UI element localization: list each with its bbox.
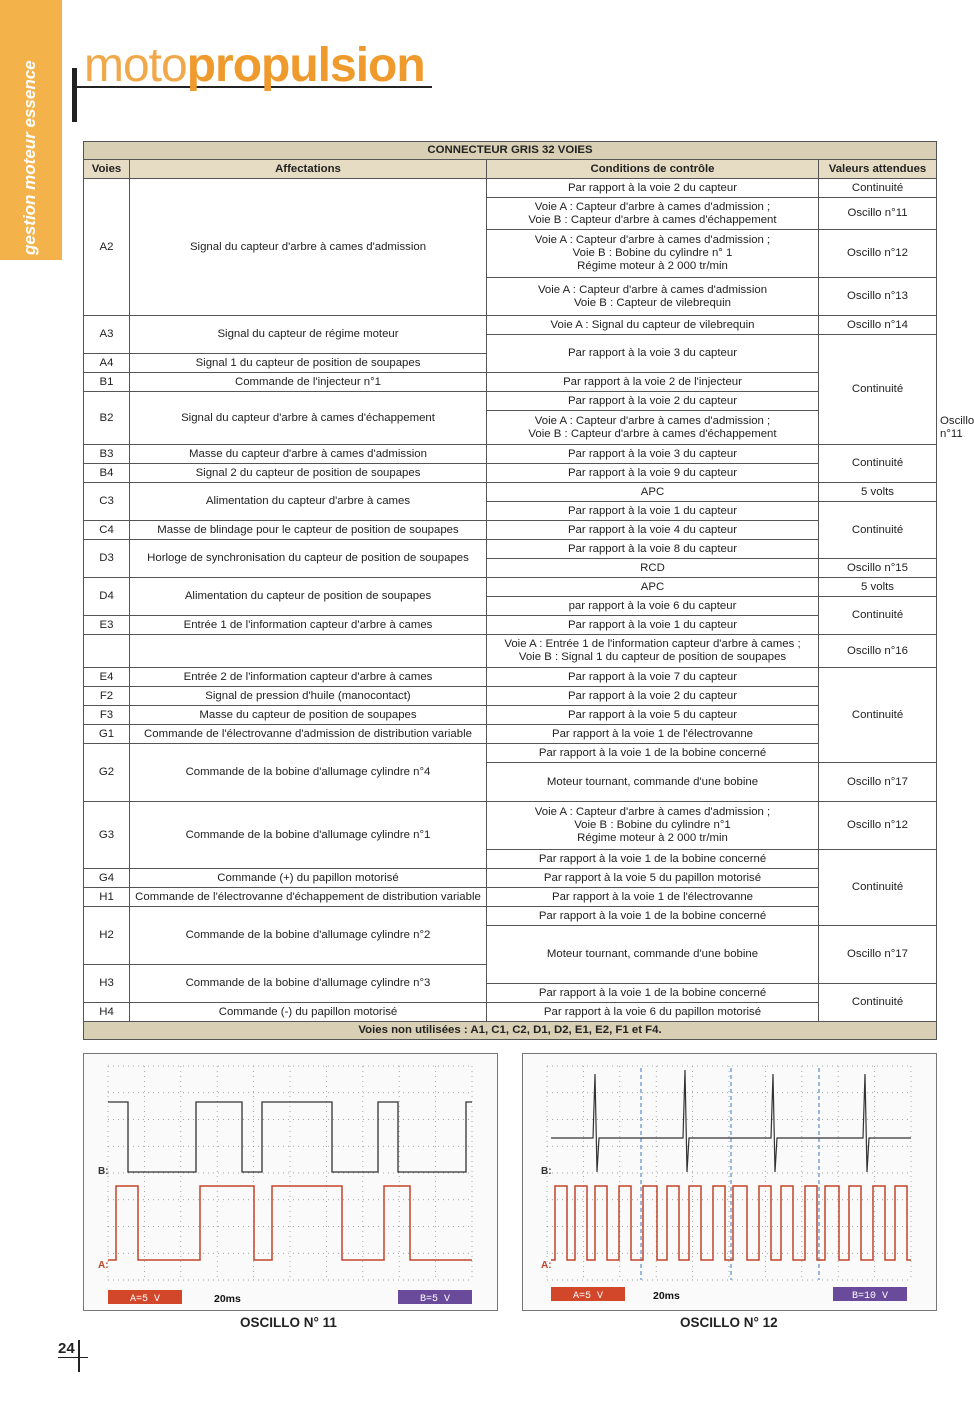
col-header-affectations: Affectations [130,160,487,179]
oscillo-12-label: OSCILLO N° 12 [680,1315,778,1330]
oscillo-11-time: 20ms [214,1293,241,1305]
page-number-bar [78,1340,80,1372]
section-label: gestion moteur essence [20,60,39,255]
condition-cell: Par rapport à la voie 3 du capteur [487,445,819,464]
affectation-cell: Signal de pression d'huile (manocontact) [130,687,487,706]
affectation-cell: Commande de la bobine d'allumage cylindre n°4 [130,744,487,802]
affectation-cell: Signal du capteur de régime moteur [130,316,487,354]
voie-cell: H1 [84,888,130,907]
valeur-cell: Continuité [819,850,937,926]
condition-cell: Moteur tournant, commande d'une bobine [487,926,819,984]
voie-cell: C4 [84,521,130,540]
valeur-cell: Oscillo n°12 [819,230,937,278]
voie-cell: D4 [84,578,130,616]
voie-cell: D3 [84,540,130,578]
valeur-cell: Oscillo n°13 [819,278,937,316]
affectation-cell: Commande de la bobine d'allumage cylindre n°3 [130,965,487,1003]
condition-cell: Voie A : Capteur d'arbre à cames d'admission ; Voie B : Bobine du cylindre n°1 Régime moteur à 2 000 tr/min [487,802,819,850]
condition-cell: Par rapport à la voie 5 du papillon motorisé [487,869,819,888]
valeur-cell: 5 volts [819,578,937,597]
condition-cell: Par rapport à la voie 1 du capteur [487,616,819,635]
voie-cell: B3 [84,445,130,464]
condition-cell: Par rapport à la voie 7 du capteur [487,668,819,687]
voie-cell: H3 [84,965,130,1003]
valeur-cell: Oscillo n°17 [819,763,937,802]
valeur-cell: Continuité [819,597,937,635]
affectation-cell: Entrée 1 de l'information capteur d'arbre à cames [130,616,487,635]
voie-cell: A2 [84,179,130,316]
voie-cell: H4 [84,1003,130,1022]
condition-cell: Voie A : Capteur d'arbre à cames d'admission ; Voie B : Bobine du cylindre n° 1 Régime moteur à 2 000 tr/min [487,230,819,278]
condition-cell: Voie A : Entrée 1 de l'information capteur d'arbre à cames ; Voie B : Signal 1 du capteur de position de soupapes [487,635,819,668]
condition-cell: Par rapport à la voie 3 du capteur [487,335,819,373]
title-light: moto [84,39,187,92]
valeur-cell: Oscillo n°14 [819,316,937,335]
affectation-cell: Commande (-) du papillon motorisé [130,1003,487,1022]
voie-cell: A4 [84,354,130,373]
oscillo-12-time: 20ms [653,1290,680,1302]
condition-cell: Par rapport à la voie 2 du capteur [487,179,819,198]
valeur-cell: Oscillo n°15 [819,559,937,578]
valeur-cell: Continuité [819,502,937,559]
condition-cell: Par rapport à la voie 1 du capteur [487,502,819,521]
oscillo-11-label: OSCILLO N° 11 [240,1315,337,1330]
condition-cell: Par rapport à la voie 6 du papillon motorisé [487,1003,819,1022]
voie-cell: G3 [84,802,130,869]
affectation-cell: Entrée 2 de l'information capteur d'arbre à cames [130,668,487,687]
voie-cell: B4 [84,464,130,483]
oscillo-12-chan-b: B=10 V [851,1291,889,1302]
affectation-cell: Masse de blindage pour le capteur de position de soupapes [130,521,487,540]
condition-cell: Voie A : Signal du capteur de vilebrequin [487,316,819,335]
oscillo-11-panel [83,1053,498,1311]
condition-cell: Par rapport à la voie 5 du capteur [487,706,819,725]
voie-cell-empty [84,635,130,668]
valeur-cell: Continuité [819,335,937,445]
oscillo-12-marker-a: A: [541,1260,552,1271]
affectation-cell-empty [130,635,487,668]
col-header-conditions: Conditions de contrôle [487,160,819,179]
affectation-cell: Commande de la bobine d'allumage cylindre n°1 [130,802,487,869]
condition-cell: Par rapport à la voie 1 de l'électrovanne [487,725,819,744]
condition-cell: APC [487,578,819,597]
col-header-voies: Voies [84,160,130,179]
condition-cell: Par rapport à la voie 2 du capteur [487,687,819,706]
affectation-cell: Masse du capteur de position de soupapes [130,706,487,725]
voie-cell: H2 [84,907,130,965]
col-header-valeurs: Valeurs attendues [819,160,937,179]
voie-cell: E3 [84,616,130,635]
oscillo-12-marker-b: B: [541,1166,552,1177]
page-title [84,38,425,94]
oscillo-11-chan-b: B=5 V [419,1294,451,1305]
condition-cell: Par rapport à la voie 1 de la bobine concerné [487,984,819,1003]
table-footer: Voies non utilisées : A1, C1, C2, D1, D2, E1, E2, F1 et F4. [84,1022,937,1040]
voie-cell: B1 [84,373,130,392]
condition-cell: Par rapport à la voie 1 de la bobine concerné [487,744,819,763]
affectation-cell: Horloge de synchronisation du capteur de position de soupapes [130,540,487,578]
condition-cell: RCD [487,559,819,578]
voie-cell: F2 [84,687,130,706]
oscillo-11-screen [84,1054,497,1310]
oscillo-11-grid [108,1066,472,1280]
condition-cell: APC [487,483,819,502]
voie-cell: F3 [84,706,130,725]
affectation-cell: Signal du capteur d'arbre à cames d'admission [130,179,487,316]
affectation-cell: Commande de l'électrovanne d'échappement de distribution variable [130,888,487,907]
voie-cell: G1 [84,725,130,744]
condition-cell: Moteur tournant, commande d'une bobine [487,763,819,802]
valeur-cell: Oscillo n°11 [819,198,937,230]
affectation-cell: Alimentation du capteur de position de soupapes [130,578,487,616]
condition-cell: Par rapport à la voie 2 du capteur [487,392,819,411]
condition-cell: Par rapport à la voie 9 du capteur [487,464,819,483]
oscillo-11-marker-b: B: [98,1166,109,1177]
page-number: 24 [58,1340,75,1357]
valeur-cell: Oscillo n°12 [819,802,937,850]
connector-table: CONNECTEUR GRIS 32 VOIES Voies Affectations Conditions de contrôle Valeurs attendues A2 Signal du capteur d'arbre à cames d'admission Par rapport à la voie 2 du capteur Continuité Voie A : Capteur d'arbre à cames d'admission ; Voie B : Capteur d'arbre à cames d'échappement Oscillo n°11 Voie A : Capteur d'arbre à cames d'admission ; Voie B : Bobine du cylindre n° 1 Régime moteur à 2 000 tr/min Oscillo n°12 Voie A : Capteur d'arbre à cames d'admission Voie B : Capteur de vilebrequin Oscillo n°13 A3 Signal du capteur de régime moteur Voie A : Signal du capteur de vilebrequin Oscillo n°14 Par rapport à la voie 3 du capteur Continuité A4 Signal 1 du capteur de position de soupapes B1 Commande de l'injecteur n°1 Par rapport à la voie 2 de l'injecteur B2 Signal du capteur d'arbre à cames d'échappement Par rapport à la voie 2 du capteur Voie A : Capteur d'arbre à cames d'admission ; Voie B : Capteur d'arbre à cames d'échappement Oscillo n°11 B3 Masse du capteur d'arbre à cames d'admission Par rapport à la voie 3 du capteur Continuité B4 Signal 2 du capteur de position de soupapes Par rapport à la voie 9 du capteur C3 Alimentation du capteur d'arbre à cames APC 5 volts Par rapport à la voie 1 du capteur Continuité C4 Masse de blindage pour le capteur de position de soupapes Par rapport à la voie 4 du capteur D3 Horloge de synchronisation du capteur de position de soupapes Par rapport à la voie 8 du capteur RCD Oscillo n°15 D4 Alimentation du capteur de position de soupapes APC 5 volts par rapport à la voie 6 du capteur Continuité E3 Entrée 1 de l'information capteur d'arbre à cames Par rapport à la voie 1 du capteur Voie A : Entrée 1 de l'information capteur d'arbre à cames ; Voie B : Signal 1 du capteur de position de soupapes Oscillo n°16 E4 Entrée 2 de l'information capteur d'arbre à cames Par rapport à la voie 7 du capteur Continuité F2 Signal de pression d'huile (manocontact) Par rapport à la voie 2 du capteur F3 Masse du capteur de position de soupapes Par rapport à la voie 5 du capteur G1 Commande de l'électrovanne d'admission de distribution variable Par rapport à la voie 1 de l'électrovanne G2 Commande de la bobine d'allumage cylindre n°4 Par rapport à la voie 1 de la bobine concerné Moteur tournant, commande d'une bobine Oscillo n°17 G3 Commande de la bobine d'allumage cylindre n°1 Voie A : Capteur d'arbre à cames d'admission ; Voie B : Bobine du cylindre n°1 Régime moteur à 2 000 tr/min Oscillo n°12 Par rapport à la voie 1 de la bobine concerné Continuité G4 Commande (+) du papillon motorisé Par rapport à la voie 5 du papillon motorisé H1 Commande de l'électrovanne d'échappement de distribution variable Par rapport à la voie 1 de l'électrovanne H2 Commande de la bobine d'allumage cylindre n°2 Par rapport à la voie 1 de la bobine concerné Moteur tournant, commande d'une bobine Oscillo n°17 H3 Commande de la bobine d'allumage cylindre n°3 Par rapport à la voie 1 de la bobine concerné Continuité H4 Commande (-) du papillon motorisé Par rapport à la voie 6 du papillon motorisé Voies non utilisées : A1, C1, C2, D1, D2, E1, E2, F1 et F4. [83,141,937,1040]
voie-cell: C3 [84,483,130,521]
oscillo-12-chan-a: A=5 V [572,1291,604,1302]
table-title: CONNECTEUR GRIS 32 VOIES [84,142,937,160]
affectation-cell: Signal 1 du capteur de position de soupapes [130,354,487,373]
affectation-cell: Signal du capteur d'arbre à cames d'échappement [130,392,487,445]
condition-cell: Par rapport à la voie 1 de l'électrovanne [487,888,819,907]
valeur-cell: Continuité [819,179,937,198]
affectation-cell: Commande (+) du papillon motorisé [130,869,487,888]
condition-cell: Par rapport à la voie 4 du capteur [487,521,819,540]
condition-cell: Par rapport à la voie 1 de la bobine concerné [487,850,819,869]
valeur-cell: Continuité [819,984,937,1022]
condition-cell: Par rapport à la voie 8 du capteur [487,540,819,559]
affectation-cell: Masse du capteur d'arbre à cames d'admission [130,445,487,464]
condition-cell: Voie A : Capteur d'arbre à cames d'admission Voie B : Capteur de vilebrequin [487,278,819,316]
condition-cell: Par rapport à la voie 2 de l'injecteur [487,373,819,392]
affectation-cell: Commande de l'injecteur n°1 [130,373,487,392]
oscillo-12-panel [522,1053,937,1311]
condition-cell: par rapport à la voie 6 du capteur [487,597,819,616]
valeur-cell: Continuité [819,445,937,483]
valeur-cell: Oscillo n°16 [819,635,937,668]
valeur-cell: Continuité [819,668,937,763]
voie-cell: G4 [84,869,130,888]
condition-cell: Par rapport à la voie 1 de la bobine concerné [487,907,819,926]
oscillo-11-chan-a: A=5 V [129,1294,161,1305]
oscillo-11-trace-a [108,1186,472,1260]
oscillo-12-screen [523,1054,936,1310]
affectation-cell: Alimentation du capteur d'arbre à cames [130,483,487,521]
affectation-cell: Signal 2 du capteur de position de soupapes [130,464,487,483]
voie-cell: A3 [84,316,130,354]
voie-cell: B2 [84,392,130,445]
condition-cell: Voie A : Capteur d'arbre à cames d'admission ; Voie B : Capteur d'arbre à cames d'échappement [487,198,819,230]
voie-cell: E4 [84,668,130,687]
affectation-cell: Commande de la bobine d'allumage cylindre n°2 [130,907,487,965]
voie-cell: G2 [84,744,130,802]
page-number-rule [58,1357,88,1358]
title-bar [72,68,77,122]
valeur-cell: Oscillo n°17 [819,926,937,984]
oscillo-11-marker-a: A: [98,1260,109,1271]
condition-cell: Voie A : Capteur d'arbre à cames d'admission ; Voie B : Capteur d'arbre à cames d'échappement [487,411,819,445]
oscillo-12-grid [547,1066,911,1280]
valeur-cell: 5 volts [819,483,937,502]
affectation-cell: Commande de l'électrovanne d'admission de distribution variable [130,725,487,744]
title-bold: propulsion [186,39,425,92]
